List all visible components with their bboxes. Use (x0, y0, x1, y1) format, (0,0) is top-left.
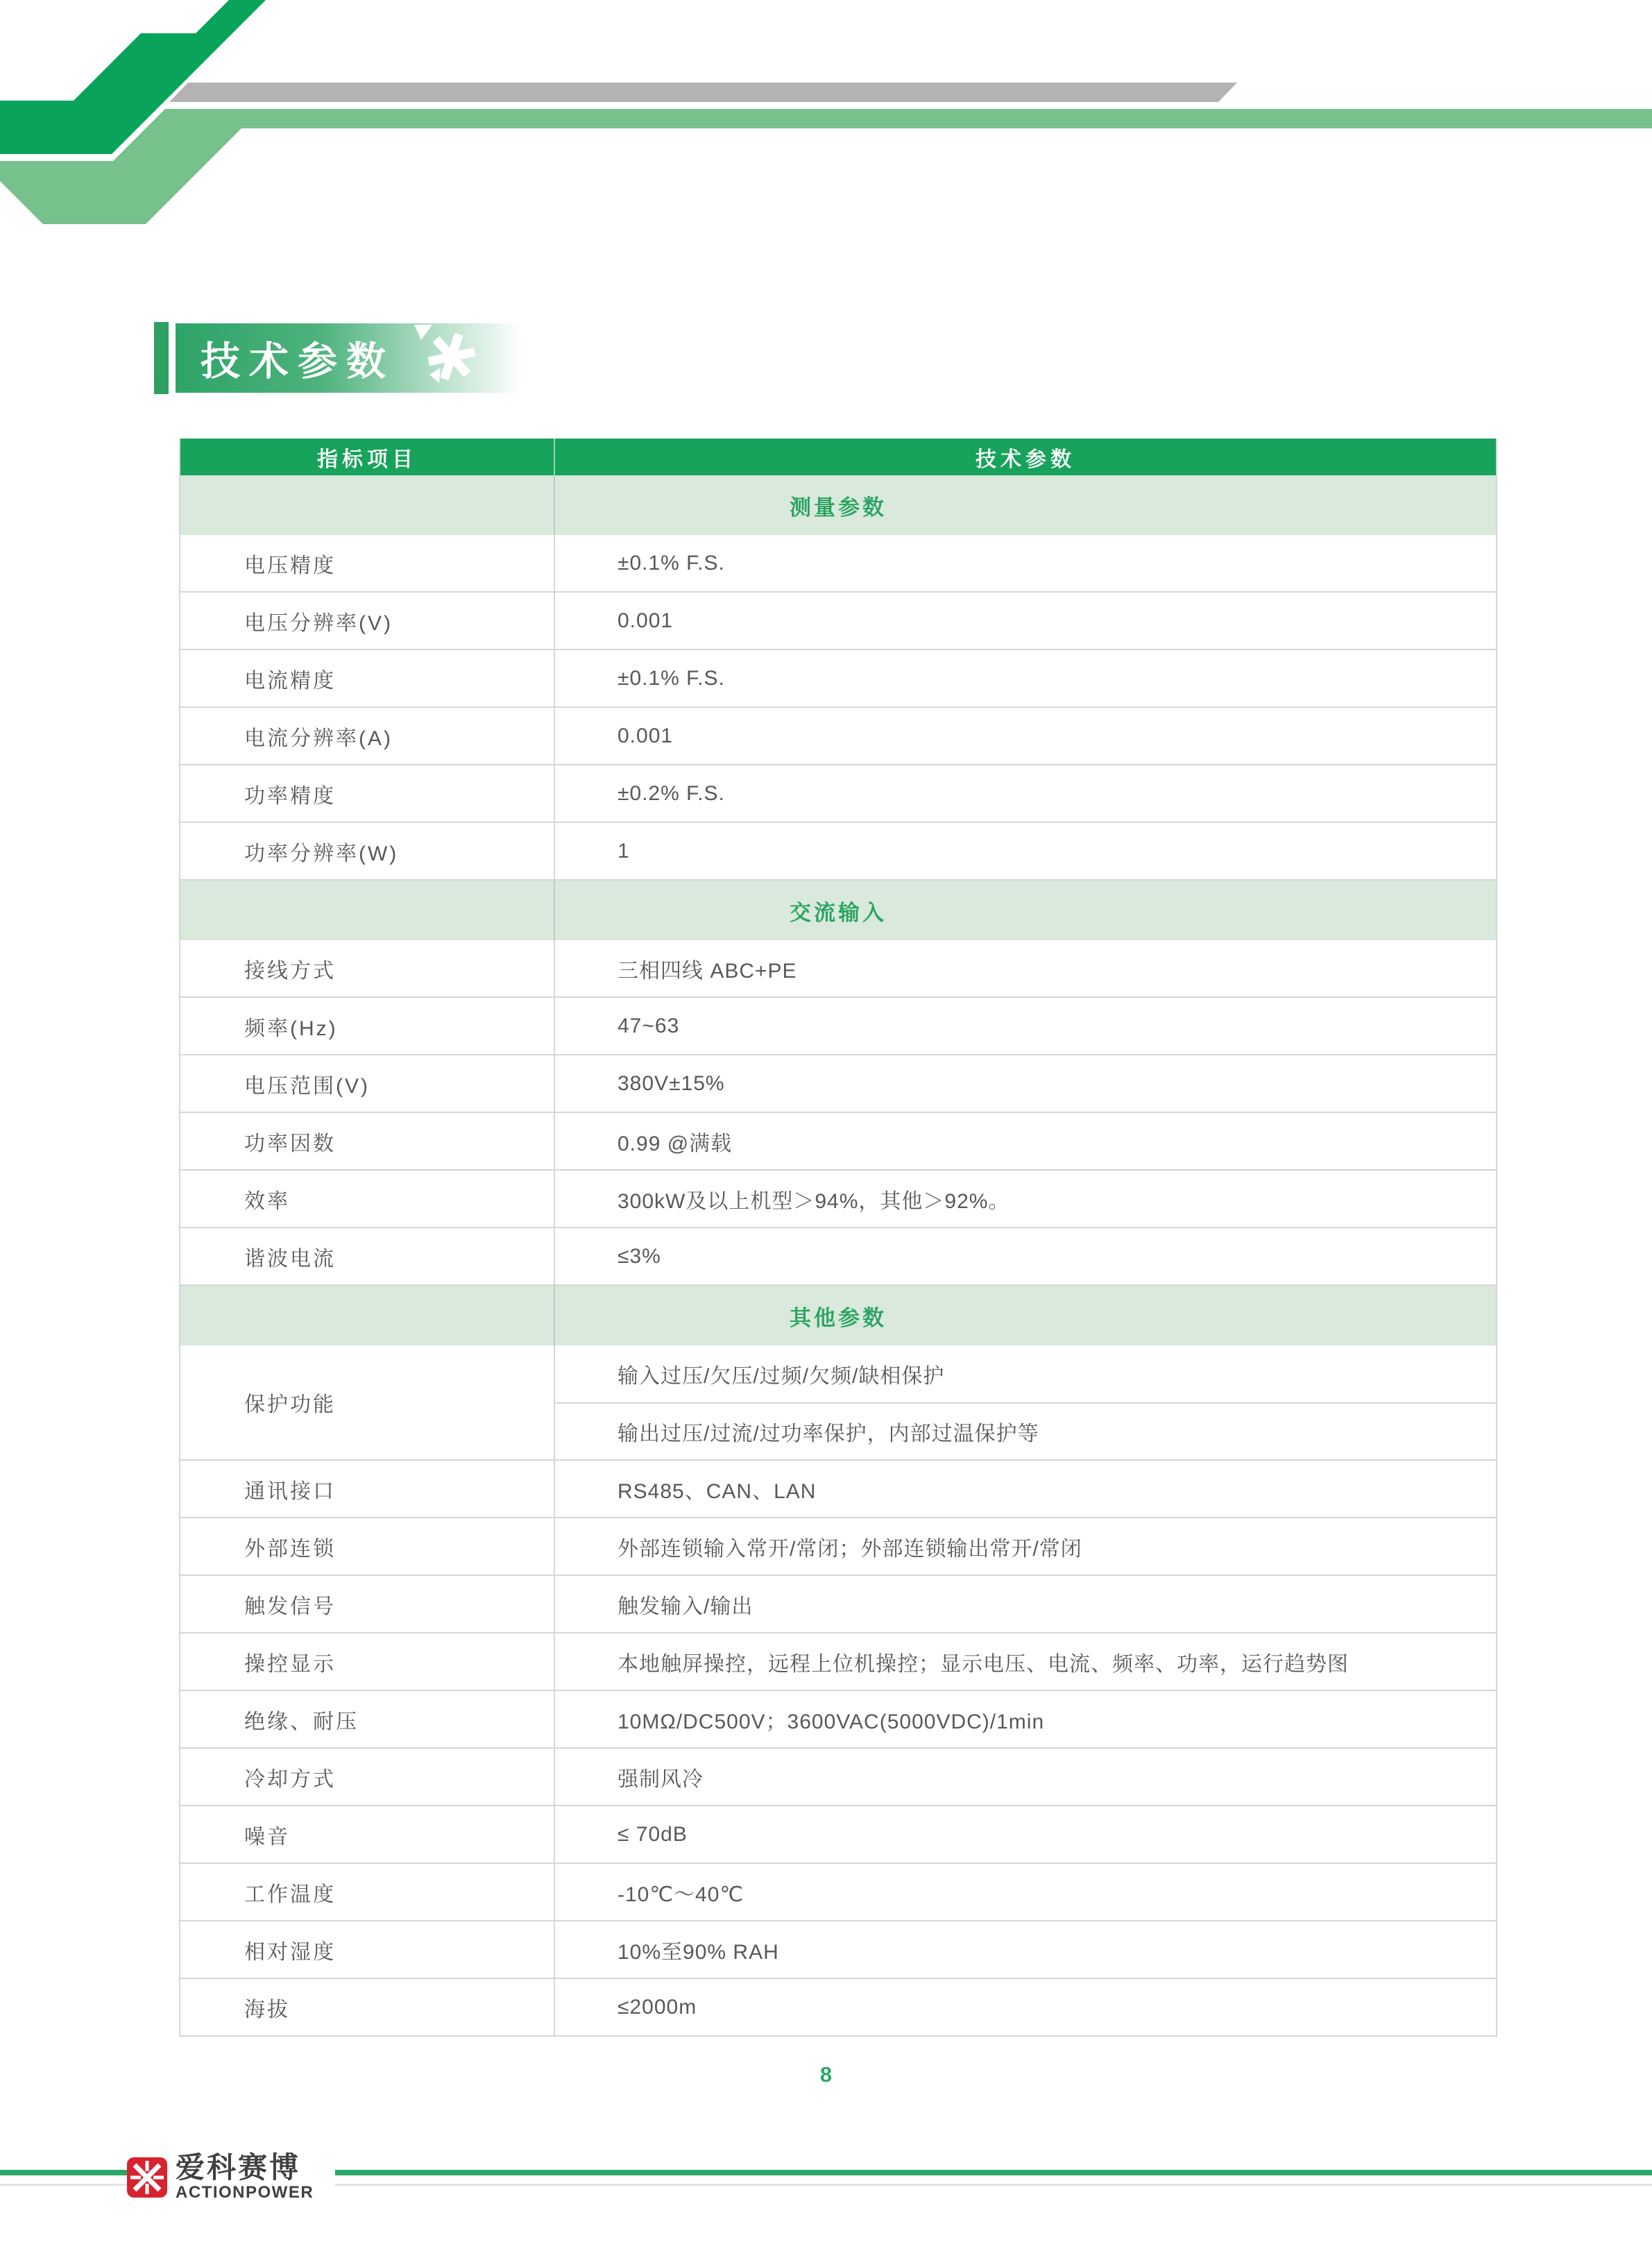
table-row (180, 1864, 1496, 1921)
row-label: 海拔 (180, 1979, 555, 2035)
row-value: 10MΩ/DC500V；3600VAC(5000VDC)/1min (618, 1710, 1045, 1733)
row-label: 电压分辨率(V) (180, 593, 555, 649)
table-row (180, 1171, 1496, 1228)
table-section-row (180, 1286, 1496, 1345)
row-value: 0.001 (618, 724, 674, 747)
section-label: 交流输入 (790, 900, 887, 925)
row-label: 谐波电流 (180, 1228, 555, 1284)
asterisk-icon (409, 325, 485, 391)
table-section-row (180, 475, 1496, 535)
row-label: 功率精度 (180, 765, 555, 822)
table-row (180, 593, 1496, 650)
table-row (180, 1518, 1496, 1576)
row-label: 频率(Hz) (180, 998, 555, 1054)
row-value: 0.001 (618, 609, 674, 632)
table-header-item: 指标项目 (180, 439, 555, 475)
row-label: 触发信号 (180, 1576, 555, 1632)
table-row (180, 1749, 1496, 1806)
row-value: RS485、CAN、LAN (618, 1479, 817, 1503)
row-value: ≤2000m (618, 1995, 697, 2019)
row-value: 三相四线 ABC+PE (618, 959, 797, 983)
table-row (180, 1691, 1496, 1749)
row-value: ≤3% (618, 1244, 661, 1268)
row-value: 300kW及以上机型＞94%，其他＞92%。 (618, 1189, 1010, 1213)
row-value: 10%至90% RAH (618, 1940, 779, 1964)
brand-logo (127, 2143, 335, 2212)
light-green-ribbon (0, 109, 1652, 224)
row-label: 冷却方式 (180, 1749, 555, 1805)
row-label: 电流精度 (180, 650, 555, 706)
row-value: -10℃～40℃ (618, 1883, 744, 1906)
table-row (180, 708, 1496, 765)
row-label: 电压范围(V) (180, 1055, 555, 1112)
table-row (180, 765, 1496, 823)
table-row (180, 1113, 1496, 1171)
table-header-param: 技术参数 (976, 448, 1075, 471)
title-accent-bar (154, 322, 169, 394)
table-row (180, 1979, 1496, 2037)
page-title: 技术参数 (201, 339, 395, 384)
row-label: 电流分辨率(A) (180, 708, 555, 764)
table-header-row (180, 439, 1496, 475)
table-row (180, 650, 1496, 708)
brand-name-cn: 爱科赛博 (176, 2151, 301, 2184)
table-row (180, 1576, 1496, 1633)
row-value: 输出过压/过流/过功率保护，内部过温保护等 (555, 1402, 1496, 1459)
row-value: 0.99 @满载 (618, 1132, 733, 1155)
row-value: 触发输入/输出 (618, 1595, 753, 1618)
row-label: 工作温度 (180, 1864, 555, 1920)
page-number: 8 (819, 2062, 833, 2087)
row-label: 电压精度 (180, 535, 555, 591)
table-row (180, 1055, 1496, 1113)
spec-table (179, 439, 1497, 2037)
row-value: 输入过压/欠压/过频/欠频/缺相保护 (618, 1364, 945, 1388)
table-section-row (180, 881, 1496, 940)
table-row (180, 1345, 1496, 1461)
row-label: 效率 (180, 1171, 555, 1227)
table-row (180, 998, 1496, 1055)
section-title (176, 323, 536, 393)
table-row (180, 1228, 1496, 1286)
section-label: 测量参数 (790, 495, 887, 520)
gray-bar (169, 83, 1237, 102)
table-row (180, 940, 1496, 998)
row-value: ≤ 70dB (618, 1822, 688, 1846)
row-value: 1 (618, 839, 630, 863)
row-value: ±0.2% F.S. (618, 781, 725, 805)
row-value: 380V±15% (618, 1071, 725, 1095)
row-value: ±0.1% F.S. (618, 666, 725, 690)
row-label: 保护功能 (180, 1345, 555, 1459)
table-row (180, 535, 1496, 593)
row-label: 绝缘、耐压 (180, 1691, 555, 1747)
brand-name-en: ACTIONPOWER (176, 2183, 314, 2202)
row-label: 功率因数 (180, 1113, 555, 1169)
row-label: 通讯接口 (180, 1461, 555, 1517)
row-value: 47~63 (618, 1014, 680, 1037)
table-row (180, 1806, 1496, 1864)
row-label: 功率分辨率(W) (180, 823, 555, 879)
row-value: 强制风冷 (618, 1767, 704, 1791)
banner-decoration (0, 0, 1652, 291)
brand-x-icon (127, 2157, 167, 2198)
table-row (180, 1461, 1496, 1518)
row-label: 操控显示 (180, 1633, 555, 1690)
row-label: 相对湿度 (180, 1921, 555, 1978)
table-row (180, 1633, 1496, 1691)
table-row (180, 1921, 1496, 1979)
section-label: 其他参数 (790, 1305, 887, 1330)
table-row (180, 823, 1496, 881)
row-label: 接线方式 (180, 940, 555, 996)
row-value: 本地触屏操控，远程上位机操控；显示电压、电流、频率、功率，运行趋势图 (618, 1652, 1349, 1676)
row-label: 外部连锁 (180, 1518, 555, 1574)
row-value: 外部连锁输入常开/常闭；外部连锁输出常开/常闭 (618, 1537, 1082, 1561)
row-label: 噪音 (180, 1806, 555, 1862)
row-value: ±0.1% F.S. (618, 551, 725, 575)
